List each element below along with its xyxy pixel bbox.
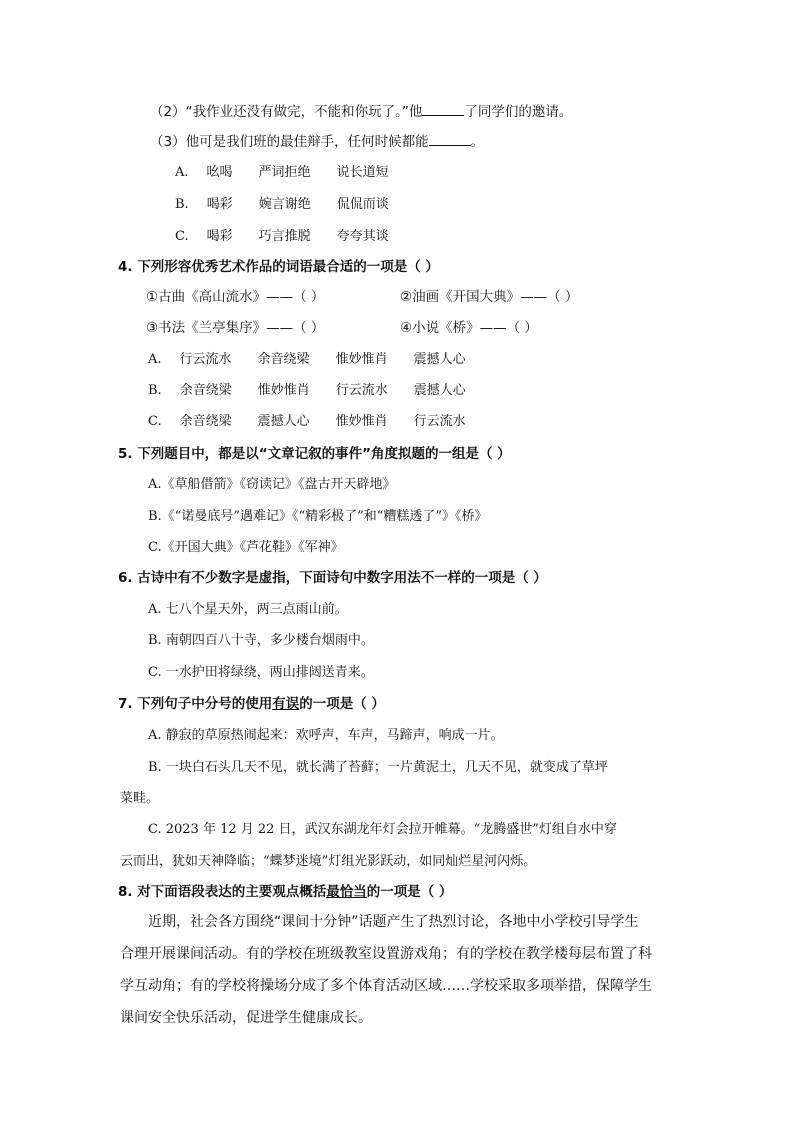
q5-option-c: C.《开国大典》《芦花鞋》《军神》 [148,540,344,555]
answer-blank [422,101,464,116]
underlined-keyword: 最恰当 [326,884,367,900]
q5-option-a: A.《草船借箭》《窃读记》《盘古开天辟地》 [148,477,396,492]
q7-option-c-line1: C. 2023 年 12 月 22 日，武汉东湖龙年灯会拉开帷幕。“龙腾盛世”灯组自水中穿 [148,822,617,837]
q8-paragraph-line2: 合理开展课间活动。有的学校在班级教室设置游戏角；有的学校在教学楼每层布置了科 [120,946,652,962]
q6-option-c: C. 一水护田将绿绕，两山排闼送青来。 [148,665,374,680]
q4-item-3: ③书法《兰亭集序》——（ ） [146,320,325,336]
q7-option-c-line2: 云而出，犹如天神降临；“蝶梦迷境”灯组光影跃动，如同灿烂星河闪烁。 [120,854,537,869]
q4-stem: 4. 下列形容优秀艺术作品的词语最合适的一项是（ ） [118,259,439,275]
q7-option-a: A. 静寂的草原热闹起来：欢呼声，车声，马蹄声，响成一片。 [148,728,504,743]
q5-stem: 5. 下列题目中，都是以“文章记叙的事件”角度拟题的一组是（ ） [118,446,511,462]
q7-option-b-line1: B. 一块白石头几天不见，就长满了苔藓；一片黄泥土，几天不见，就变成了草坪 [148,760,608,775]
q3-option-b: B. 喝彩 婉言谢绝 侃侃而谈 [175,197,389,212]
q8-stem: 8. 对下面语段表达的主要观点概括最恰当的一项是（ ） [118,884,453,900]
q8-paragraph-line3: 学互动角；有的学校将操场分成了多个体育活动区域……学校采取多项举措，保障学生 [120,978,652,994]
q3-option-c: C. 喝彩 巧言推脱 夸夸其谈 [175,229,389,244]
underlined-keyword: 有误 [272,696,300,712]
q5-option-b: B.《“诺曼底号”遇难记》《“精彩极了”和“糟糕透了”》《桥》 [148,509,488,524]
q8-paragraph-line1: 近期，社会各方围绕“课间十分钟”话题产生了热烈讨论，各地中小学校引导学生 [148,914,639,930]
q7-option-b-line2: 菜畦。 [120,791,160,806]
q4-item-2: ②油画《开国大典》——（ ） [400,289,579,305]
q4-option-c: C. 余音绕梁 震撼人心 惟妙惟肖 行云流水 [148,414,466,429]
q3-sentence-3: （3）他可是我们班的最佳辩手，任何时候都能 。 [150,131,484,152]
q3-option-a: A. 吆喝 严词拒绝 说长道短 [175,165,389,180]
q6-stem: 6. 古诗中有不少数字是虚指，下面诗句中数字用法不一样的一项是（ ） [118,570,547,586]
q8-paragraph-line4: 课间安全快乐活动，促进学生健康成长。 [120,1010,372,1026]
q4-item-4: ④小说《桥》——（ ） [400,320,538,336]
answer-blank [429,131,471,146]
q4-option-b: B. 余音绕梁 惟妙惟肖 行云流水 震撼人心 [148,383,466,398]
q6-option-b: B. 南朝四百八十寺，多少楼台烟雨中。 [148,633,374,648]
q6-option-a: A. 七八个星天外，两三点雨山前。 [148,602,348,617]
q4-item-1: ①古曲《高山流水》——（ ） [146,289,325,305]
q7-stem: 7. 下列句子中分号的使用有误的一项是（ ） [118,696,385,712]
q3-sentence-2: （2）“我作业还没有做完，不能和你玩了。”他 了同学们的邀请。 [150,101,572,122]
q4-option-a: A. 行云流水 余音绕梁 惟妙惟肖 震撼人心 [148,352,466,367]
